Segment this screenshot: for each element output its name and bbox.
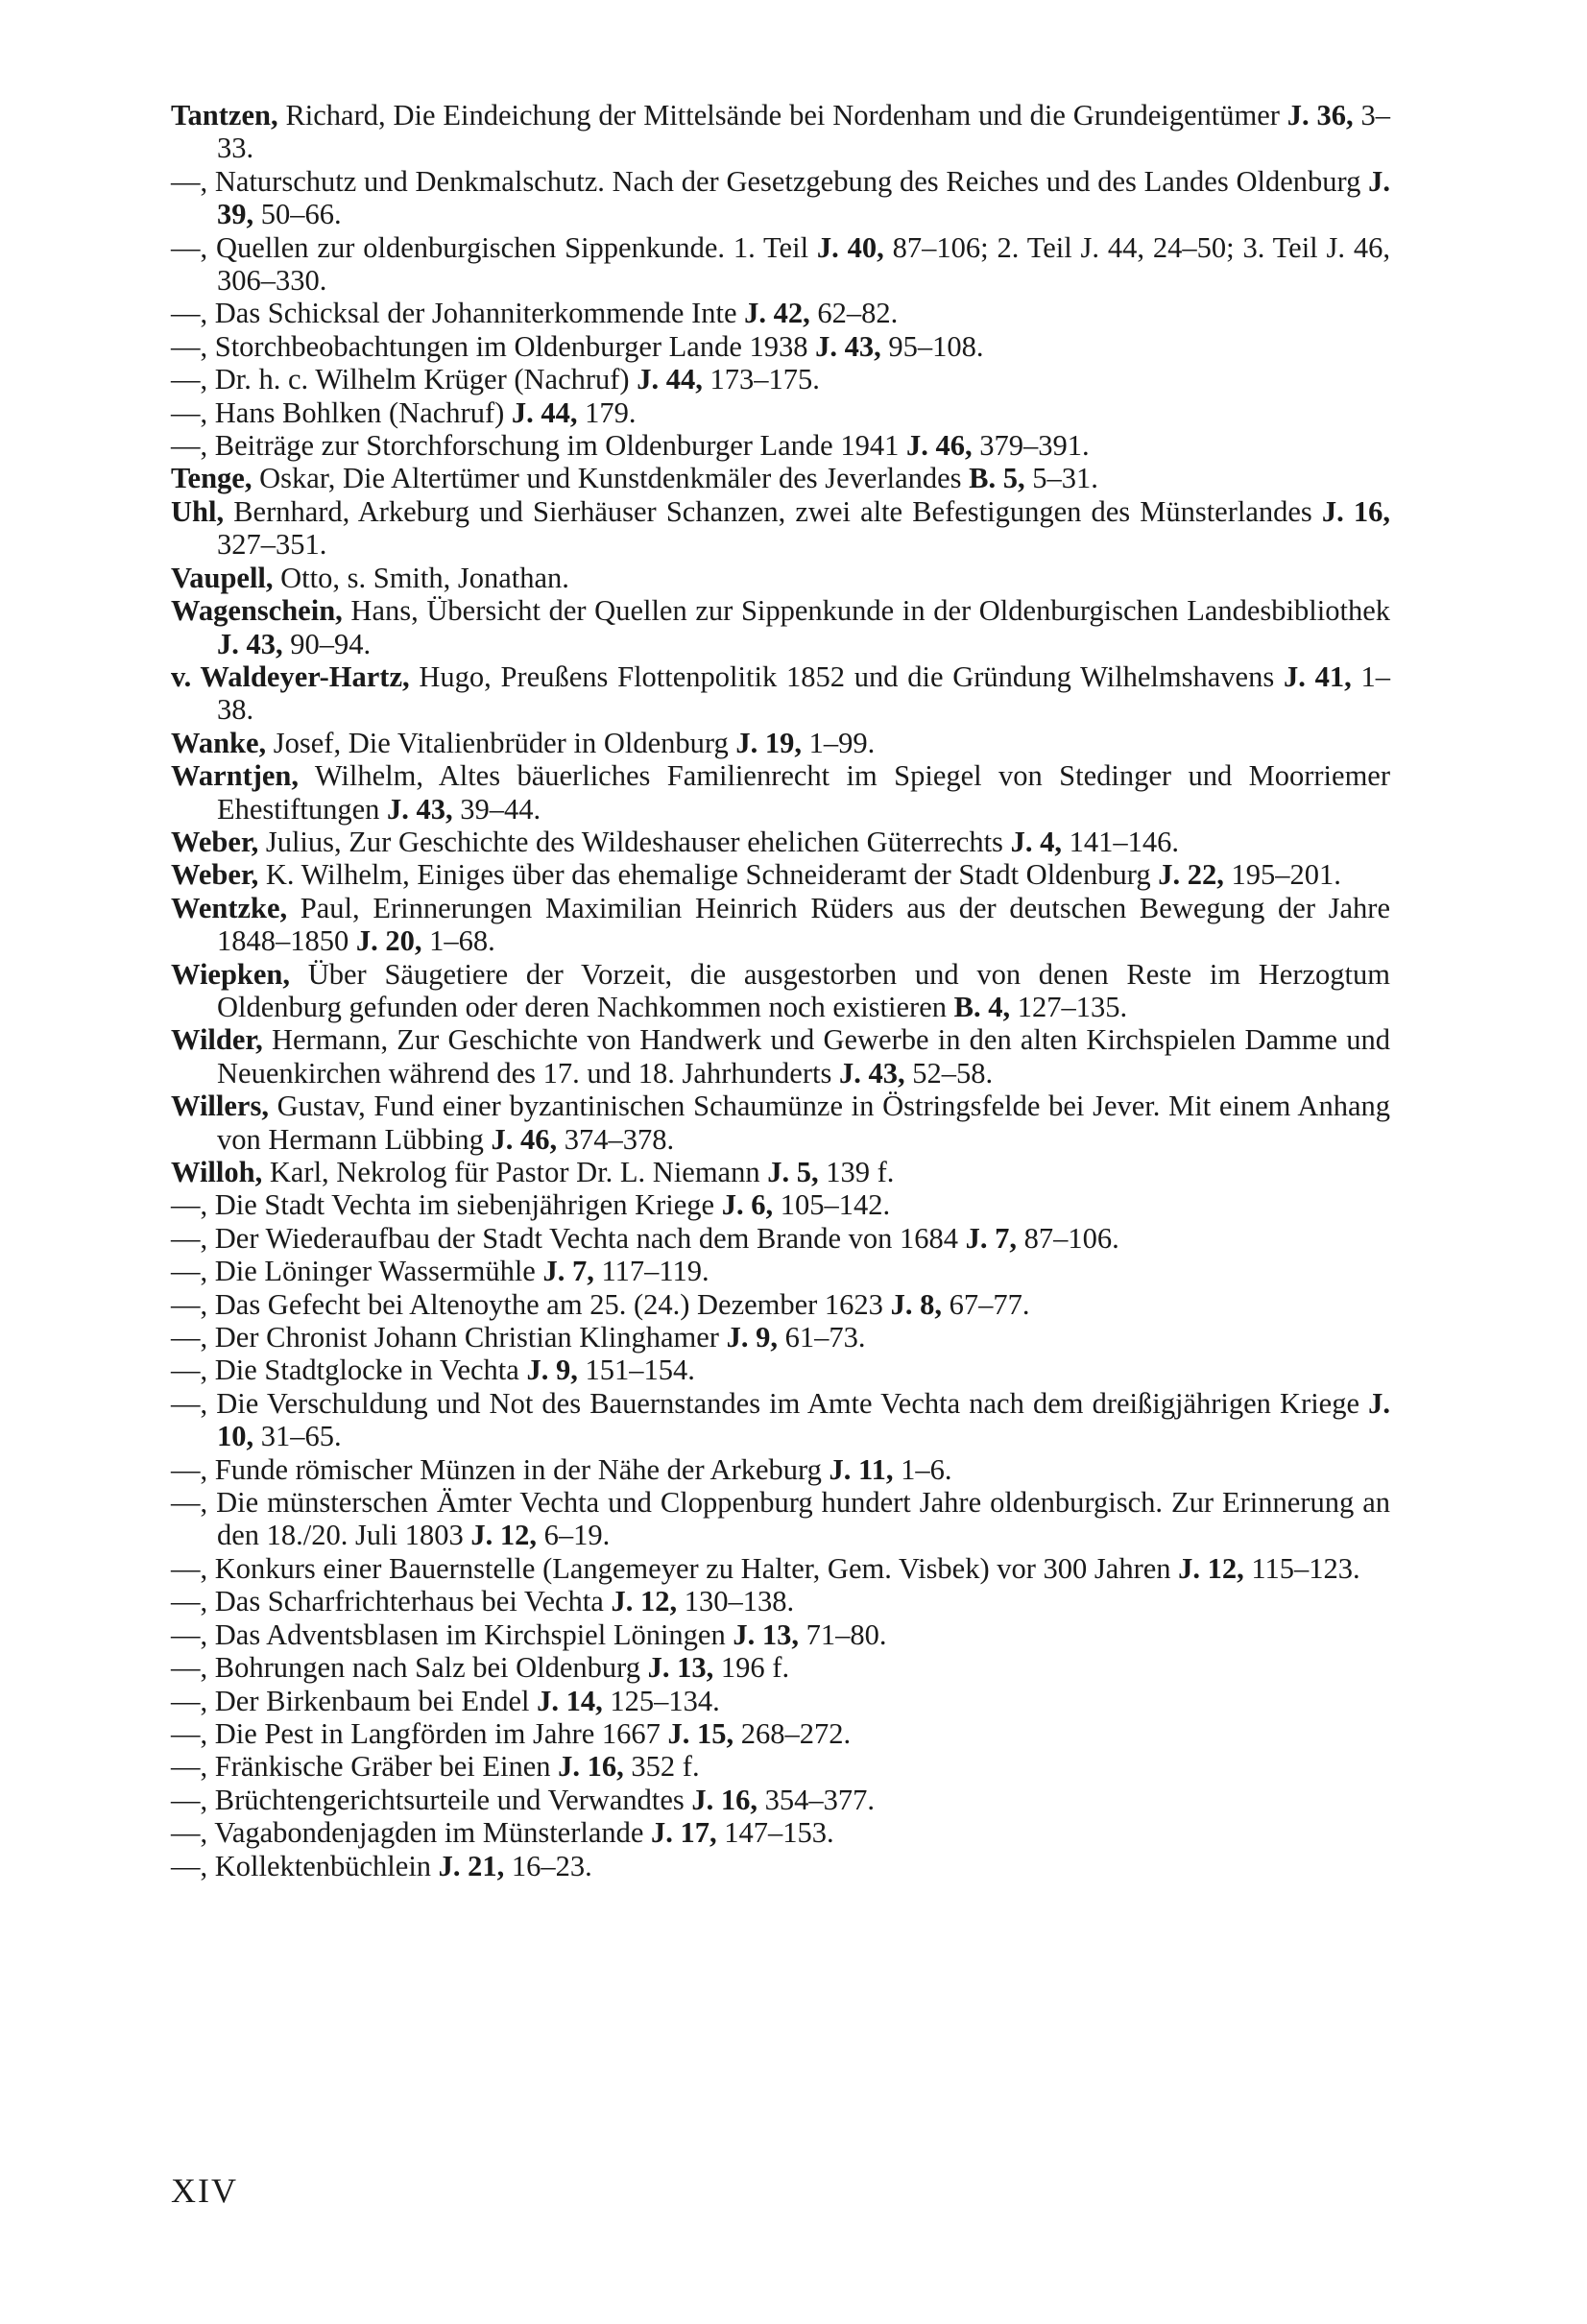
bibliography-entry [171, 495, 1390, 562]
entry-volume-ref: J. 43, [387, 792, 453, 826]
bibliography-entry [171, 1288, 1390, 1321]
bibliography-entries [171, 99, 1390, 1882]
bibliography-entry [171, 727, 1390, 759]
entry-pages: 147–153. [716, 1816, 834, 1850]
entry-author: Warntjen, [171, 759, 300, 793]
entry-pages: 268–272. [733, 1716, 852, 1750]
entry-volume-ref: J. 16, [691, 1783, 757, 1816]
entry-volume-ref: J. 44, [637, 363, 703, 396]
entry-pages: 1–68. [421, 924, 495, 958]
entry-volume-ref: J. 11, [829, 1452, 894, 1486]
entry-pages: 61–73. [777, 1321, 866, 1354]
bibliography-entry [171, 429, 1390, 462]
entry-title: Die Stadtglocke in Vechta [207, 1354, 527, 1387]
repeat-author-dash: —, [171, 1188, 208, 1222]
bibliography-entry [171, 759, 1390, 826]
repeat-author-dash: —, [171, 1255, 208, 1288]
entry-title: Otto, s. Smith, Jonathan. [273, 561, 569, 594]
bibliography-entry [171, 396, 1390, 429]
entry-title: Paul, Erinnerungen Maximilian Heinrich Rüders aus der deutschen Bewegung der Jahre 1848–1850 [217, 891, 1390, 958]
entry-volume-ref: J. 46, [491, 1122, 558, 1156]
bibliography-entry [171, 1453, 1390, 1486]
entry-pages: 87–106; 2. Teil J. 44, 24–50; 3. Teil J. 46, 306–330. [217, 230, 1391, 298]
entry-pages: 179. [577, 395, 637, 429]
entry-volume-ref: J. 12, [1178, 1551, 1244, 1585]
entry-volume-ref: J. 39, [217, 164, 1390, 231]
entry-pages: 139 f. [818, 1156, 895, 1188]
bibliography-entry [171, 1816, 1390, 1849]
entry-title: Funde römischer Münzen in der Nähe der Arkeburg [207, 1452, 830, 1486]
repeat-author-dash: —, [171, 1684, 208, 1717]
repeat-author-dash: —, [171, 1585, 208, 1618]
bibliography-entry [171, 1585, 1390, 1617]
repeat-author-dash: —, [171, 1849, 208, 1882]
entry-pages: 352 f. [623, 1750, 700, 1784]
bibliography-entry [171, 330, 1390, 363]
entry-volume-ref: J. 6, [721, 1188, 774, 1222]
entry-title: Julius, Zur Geschichte des Wildeshauser ehelichen Güterrechts [258, 825, 1011, 858]
repeat-author-dash: —, [171, 1354, 208, 1387]
bibliography-entry [171, 1090, 1390, 1156]
entry-author: Wentzke, [171, 891, 288, 924]
entry-volume-ref: J. 20, [355, 924, 422, 958]
entry-volume-ref: J. 16, [558, 1750, 624, 1784]
entry-pages: 52–58. [904, 1056, 994, 1090]
entry-pages: 1–99. [801, 726, 876, 759]
entry-title: K. Wilhelm, Einiges über das ehemalige Schneideramt der Stadt Oldenburg [258, 858, 1159, 892]
entry-pages: 173–175. [702, 363, 820, 396]
entry-volume-ref: J. 14, [537, 1684, 603, 1717]
entry-title: Bernhard, Arkeburg und Sierhäuser Schanzen, zwei alte Befestigungen des Münsterlandes [224, 494, 1322, 528]
repeat-author-dash: —, [171, 1816, 208, 1850]
repeat-author-dash: —, [171, 1287, 208, 1321]
entry-title: Naturschutz und Denkmalschutz. Nach der Gesetzgebung des Reiches und des Landes Oldenburg [207, 164, 1369, 198]
repeat-author-dash: —, [171, 1551, 208, 1585]
bibliography-entry [171, 1354, 1390, 1386]
bibliography-entry [171, 1188, 1390, 1221]
entry-pages: 39–44. [452, 792, 541, 826]
entry-pages: 105–142. [773, 1188, 891, 1222]
entry-pages: 95–108. [880, 329, 984, 363]
bibliography-entry [171, 165, 1390, 231]
entry-volume-ref: J. 36, [1286, 99, 1354, 132]
entry-pages: 90–94. [282, 627, 372, 660]
entry-author: Willers, [171, 1090, 269, 1123]
entry-title: Karl, Nekrolog für Pastor Dr. L. Niemann [262, 1156, 768, 1188]
entry-volume-ref: J. 9, [526, 1354, 578, 1387]
repeat-author-dash: —, [171, 1617, 208, 1651]
entry-volume-ref: J. 40, [816, 230, 884, 264]
repeat-author-dash: —, [171, 1651, 208, 1685]
bibliography-entry [171, 594, 1390, 660]
repeat-author-dash: —, [171, 1783, 208, 1816]
entry-pages: 117–119. [593, 1255, 709, 1288]
bibliography-entry [171, 363, 1390, 395]
entry-pages: 67–77. [941, 1287, 1030, 1321]
entry-title: Hermann, Zur Geschichte von Handwerk und Gewerbe in den alten Kirchspielen Damme und Neuenkirchen während des 17. und 18. Jahrhunderts [217, 1023, 1390, 1090]
entry-pages: 195–201. [1223, 858, 1341, 892]
entry-author: Wiepken, [171, 957, 291, 991]
entry-title: Beiträge zur Storchforschung im Oldenburger Lande 1941 [207, 429, 906, 463]
entry-title: Wilhelm, Altes bäuerliches Familienrecht im Spiegel von Stedinger und Moorriemer Ehestiftungen [217, 759, 1390, 826]
entry-title: Über Säugetiere der Vorzeit, die ausgestorben und von denen Reste im Herzogtum Oldenburg gefunden oder deren Nachkommen noch existieren [217, 957, 1390, 1023]
repeat-author-dash: —, [171, 1221, 208, 1255]
entry-title: Die Löninger Wassermühle [207, 1255, 543, 1288]
repeat-author-dash: —, [171, 1452, 208, 1486]
bibliography-entry [171, 1222, 1390, 1255]
entry-pages: 141–146. [1061, 825, 1179, 858]
entry-volume-ref: J. 12, [470, 1519, 537, 1552]
entry-volume-ref: J. 17, [651, 1816, 717, 1850]
entry-title: Storchbeobachtungen im Oldenburger Lande 1938 [207, 329, 816, 363]
entry-pages: 127–135. [1010, 990, 1128, 1023]
entry-volume-ref: J. 5, [767, 1156, 819, 1188]
entry-title: Der Chronist Johann Christian Klinghamer [207, 1321, 727, 1354]
bibliography-entry [171, 1750, 1390, 1783]
entry-pages: 374–378. [557, 1122, 675, 1156]
entry-author: Tantzen, [171, 99, 278, 132]
entry-volume-ref: J. 22, [1158, 858, 1224, 892]
bibliography-entry [171, 1321, 1390, 1354]
bibliography-entry [171, 1023, 1390, 1090]
entry-pages: 16–23. [504, 1849, 592, 1882]
bibliography-entry [171, 231, 1390, 298]
bibliography-entry [171, 1618, 1390, 1651]
entry-author: Weber, [171, 858, 259, 892]
entry-volume-ref: J. 46, [905, 429, 973, 463]
entry-pages: 31–65. [253, 1420, 342, 1453]
entry-pages: 379–391. [972, 429, 1090, 463]
entry-title: Das Schicksal der Johanniterkommende Inte [207, 297, 745, 330]
bibliography-entry [171, 958, 1390, 1024]
entry-pages: 1–6. [893, 1452, 952, 1486]
entry-volume-ref: J. 7, [542, 1255, 594, 1288]
entry-title: Quellen zur oldenburgischen Sippenkunde. 1. Teil [207, 230, 817, 264]
entry-title: Hans Bohlken (Nachruf) [207, 395, 512, 429]
entry-volume-ref: J. 42, [744, 297, 810, 330]
entry-volume-ref: J. 13, [647, 1651, 714, 1685]
entry-title: Vagabondenjagden im Münsterlande [207, 1816, 652, 1850]
entry-volume-ref: J. 41, [1283, 659, 1352, 693]
entry-title: Oskar, Die Altertümer und Kunstdenkmäler des Jeverlandes [252, 462, 970, 495]
entry-volume-ref: J. 10, [217, 1386, 1390, 1453]
entry-title: Die Stadt Vechta im siebenjährigen Kriege [207, 1188, 722, 1222]
entry-author: Weber, [171, 825, 259, 858]
repeat-author-dash: —, [171, 429, 208, 463]
entry-volume-ref: J. 15, [667, 1716, 734, 1750]
entry-volume-ref: J. 19, [735, 726, 802, 759]
repeat-author-dash: —, [171, 1716, 208, 1750]
entry-pages: 87–106. [1017, 1221, 1119, 1255]
entry-volume-ref: J. 12, [611, 1585, 678, 1618]
bibliography-entry [171, 462, 1390, 494]
entry-title: Die Verschuldung und Not des Bauernstandes im Amte Vechta nach dem dreißigjährigen Kriege [207, 1386, 1369, 1420]
entry-title: Josef, Die Vitalienbrüder in Oldenburg [266, 726, 736, 759]
entry-volume-ref: J. 8, [890, 1287, 942, 1321]
entry-title: Gustav, Fund einer byzantinischen Schaumünze in Östringsfelde bei Jever. Mit einem Anhang von Hermann Lübbing [217, 1090, 1390, 1156]
entry-title: Fränkische Gräber bei Einen [207, 1750, 559, 1784]
entry-pages: 115–123. [1243, 1551, 1360, 1585]
entry-title: Das Adventsblasen im Kirchspiel Löningen [207, 1617, 733, 1651]
entry-title: Die münsterschen Ämter Vechta und Cloppenburg hundert Jahre oldenburgisch. Zur Erinnerung an den 18./20. Juli 1803 [207, 1486, 1390, 1552]
repeat-author-dash: —, [171, 1486, 208, 1520]
entry-title: Hans, Übersicht der Quellen zur Sippenkunde in der Oldenburgischen Landesbibliothek [342, 594, 1390, 628]
entry-volume-ref: J. 44, [511, 395, 578, 429]
entry-title: Kollektenbüchlein [207, 1849, 439, 1882]
entry-pages: 327–351. [217, 528, 327, 562]
bibliography-entry [171, 1850, 1390, 1882]
entry-title: Dr. h. c. Wilhelm Krüger (Nachruf) [207, 363, 637, 396]
bibliography-entry [171, 1387, 1390, 1453]
bibliography-entry [171, 1784, 1390, 1816]
entry-author: Wagenschein, [171, 594, 343, 628]
entry-author: v. Waldeyer-Hartz, [171, 659, 410, 693]
entry-pages: 50–66. [253, 198, 342, 231]
page-number: XIV [171, 2171, 238, 2210]
entry-author: Uhl, [171, 494, 225, 528]
entry-volume-ref: J. 7, [965, 1221, 1018, 1255]
entry-volume-ref: J. 16, [1321, 494, 1391, 528]
entry-title: Die Pest in Langförden im Jahre 1667 [207, 1716, 668, 1750]
bibliography-entry [171, 99, 1390, 165]
entry-title: Das Gefecht bei Altenoythe am 25. (24.) Dezember 1623 [207, 1287, 891, 1321]
bibliography-entry [171, 1552, 1390, 1585]
entry-volume-ref: J. 4, [1010, 825, 1062, 858]
bibliography-entry [171, 562, 1390, 594]
entry-pages: 196 f. [713, 1651, 790, 1685]
entry-pages: 5–31. [1024, 462, 1098, 495]
entry-author: Willoh, [171, 1156, 263, 1188]
entry-author: Wanke, [171, 726, 267, 759]
entry-volume-ref: J. 9, [726, 1321, 778, 1354]
bibliography-entry [171, 1156, 1390, 1188]
entry-title: Der Wiederaufbau der Stadt Vechta nach dem Brande von 1684 [207, 1221, 966, 1255]
entry-author: Vaupell, [171, 561, 274, 594]
entry-pages: 62–82. [809, 297, 899, 330]
entry-author: Tenge, [171, 462, 252, 495]
repeat-author-dash: —, [171, 363, 208, 396]
bibliography-entry [171, 1255, 1390, 1287]
entry-pages: 130–138. [677, 1585, 795, 1618]
entry-pages: 6–19. [536, 1519, 611, 1552]
entry-volume-ref: J. 43, [838, 1056, 905, 1090]
entry-volume-ref: J. 43, [815, 329, 881, 363]
bibliography-entry [171, 858, 1390, 891]
entry-pages: 151–154. [577, 1354, 695, 1387]
entry-pages: 125–134. [602, 1684, 720, 1717]
entry-volume-ref: J. 43, [217, 627, 283, 660]
bibliography-entry [171, 1486, 1390, 1552]
entry-pages: 1–38. [217, 659, 1390, 727]
bibliography-entry [171, 892, 1390, 958]
entry-author: Wilder, [171, 1023, 263, 1057]
bibliography-entry [171, 297, 1390, 329]
entry-volume-ref: J. 21, [438, 1849, 505, 1882]
entry-title: Der Birkenbaum bei Endel [207, 1684, 538, 1717]
entry-title: Hugo, Preußens Flottenpolitik 1852 und die Gründung Wilhelmshavens [409, 659, 1284, 693]
entry-volume-ref: J. 13, [733, 1617, 799, 1651]
entry-title: Konkurs einer Bauernstelle (Langemeyer zu Halter, Gem. Visbek) vor 300 Jahren [207, 1551, 1179, 1585]
bibliography-entry [171, 660, 1390, 727]
entry-pages: 71–80. [798, 1617, 887, 1651]
repeat-author-dash: —, [171, 164, 208, 198]
repeat-author-dash: —, [171, 1321, 208, 1354]
entry-pages: 354–377. [757, 1783, 875, 1816]
repeat-author-dash: —, [171, 395, 208, 429]
repeat-author-dash: —, [171, 1386, 208, 1420]
repeat-author-dash: —, [171, 297, 208, 330]
entry-title: Brüchtengerichtsurteile und Verwandtes [207, 1783, 692, 1816]
bibliography-entry [171, 1651, 1390, 1684]
repeat-author-dash: —, [171, 1750, 208, 1784]
entry-pages: 3–33. [217, 99, 1391, 165]
entry-title: Das Scharfrichterhaus bei Vechta [207, 1585, 612, 1618]
entry-volume-ref: B. 4, [953, 990, 1011, 1023]
bibliography-entry [171, 1717, 1390, 1750]
repeat-author-dash: —, [171, 230, 208, 264]
repeat-author-dash: —, [171, 329, 208, 363]
bibliography-entry [171, 826, 1390, 858]
entry-title: Bohrungen nach Salz bei Oldenburg [207, 1651, 648, 1685]
entry-title: Richard, Die Eindeichung der Mittelsände bei Nordenham und die Grundeigentümer [277, 99, 1287, 132]
bibliography-entry [171, 1685, 1390, 1717]
entry-volume-ref: B. 5, [969, 462, 1025, 495]
